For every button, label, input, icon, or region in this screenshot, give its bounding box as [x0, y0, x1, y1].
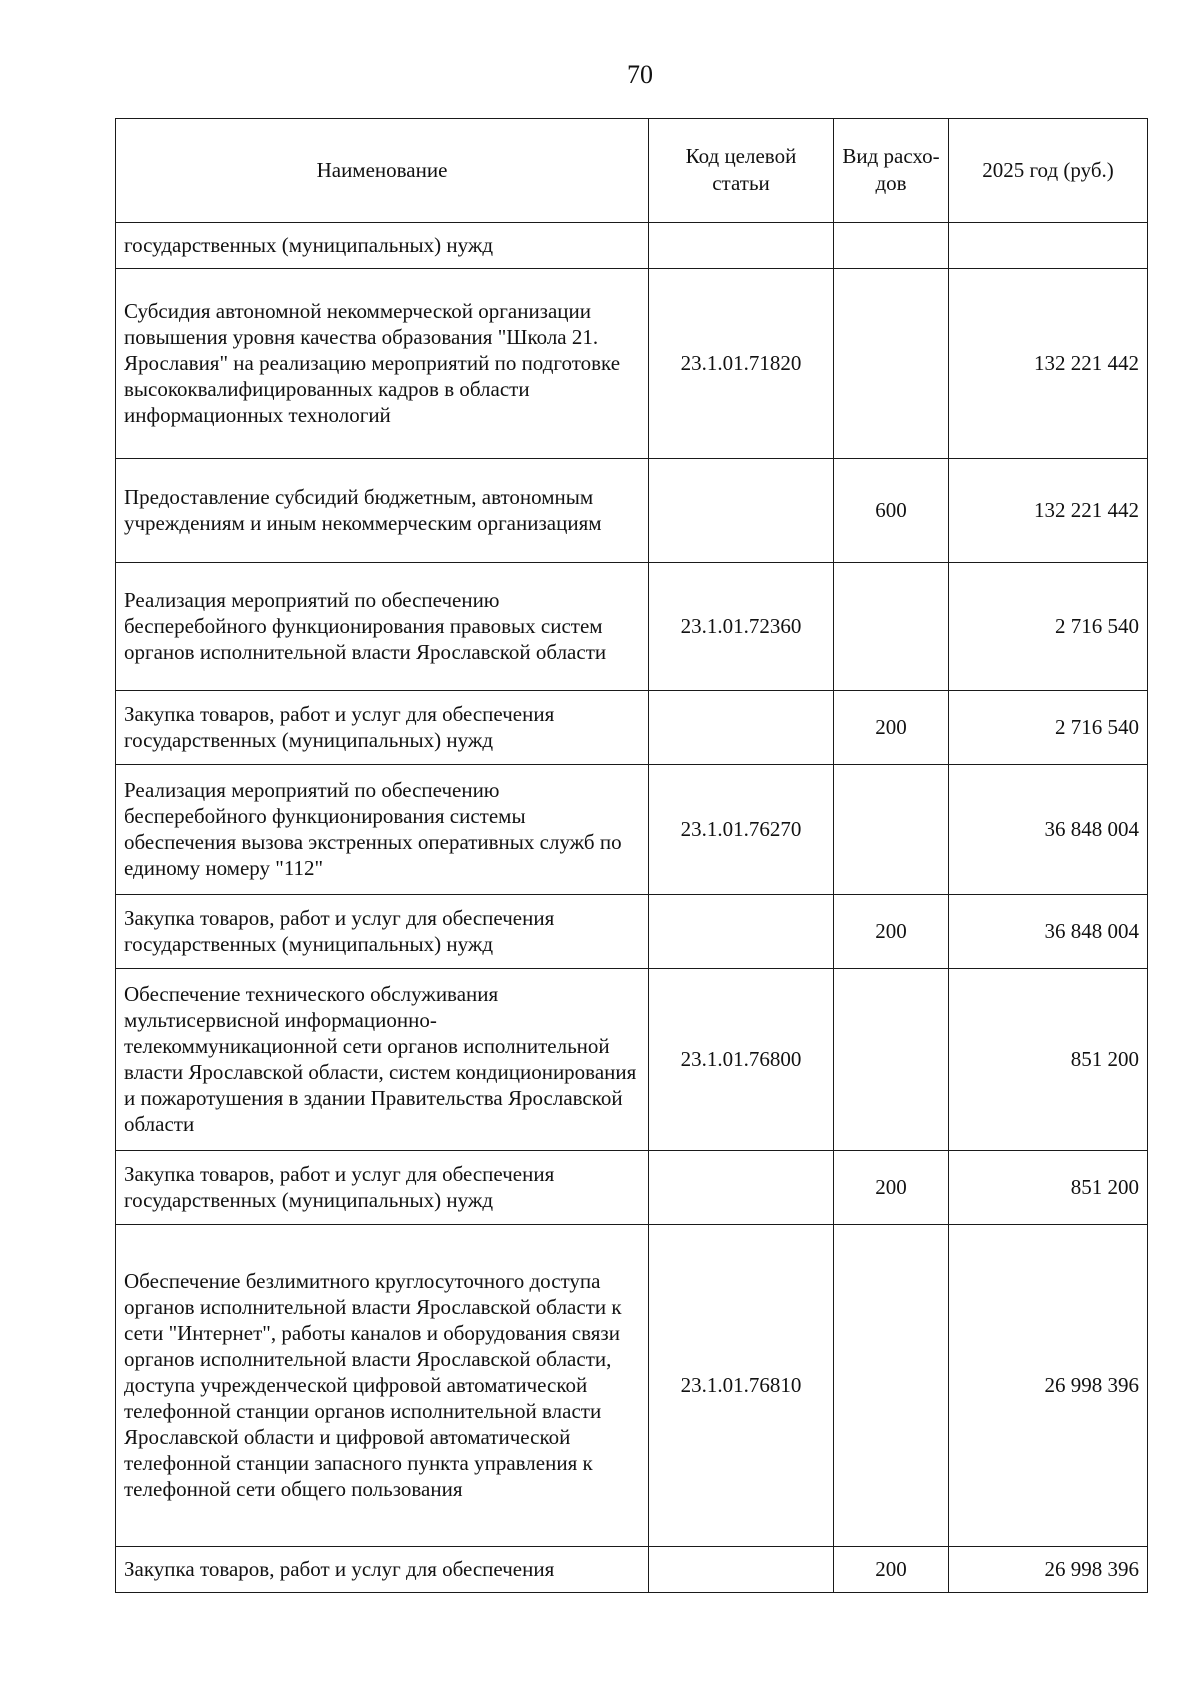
table-row	[116, 269, 1148, 459]
cell-amount: 2 716 540	[949, 691, 1148, 765]
cell-kind	[834, 969, 949, 1151]
cell-kind: 200	[834, 1151, 949, 1225]
header-amount: 2025 год (руб.)	[949, 119, 1148, 223]
budget-table	[115, 118, 1148, 1593]
cell-kind	[834, 1225, 949, 1547]
cell-amount: 36 848 004	[949, 895, 1148, 969]
table-row	[116, 895, 1148, 969]
table-row	[116, 691, 1148, 765]
table-row	[116, 1547, 1148, 1593]
cell-kind	[834, 269, 949, 459]
cell-kind: 200	[834, 1547, 949, 1593]
cell-name: Закупка товаров, работ и услуг для обеспечения	[116, 1547, 649, 1593]
cell-code: 23.1.01.71820	[649, 269, 834, 459]
table-header-row	[116, 119, 1148, 223]
cell-code	[649, 691, 834, 765]
table-row	[116, 765, 1148, 895]
header-name: Наименование	[116, 119, 649, 223]
header-code: Код целевой статьи	[649, 119, 834, 223]
cell-code: 23.1.01.76800	[649, 969, 834, 1151]
cell-code: 23.1.01.76270	[649, 765, 834, 895]
cell-name: Закупка товаров, работ и услуг для обеспечения государственных (муниципальных) нужд	[116, 895, 649, 969]
cell-name: Обеспечение безлимитного круглосуточного доступа органов исполнительной власти Ярославской области к сети "Интернет", работы каналов и оборудования связи органов исполнительной власти Ярославской области, доступа учрежденческой цифровой автоматической телефонной станции органов исполнительной власти Ярославской области и цифровой автоматической телефонной станции запасного пункта управления к телефонной сети общего пользования	[116, 1225, 649, 1547]
cell-kind	[834, 563, 949, 691]
cell-kind	[834, 223, 949, 269]
table-row	[116, 223, 1148, 269]
cell-code: 23.1.01.76810	[649, 1225, 834, 1547]
cell-amount: 2 716 540	[949, 563, 1148, 691]
cell-amount	[949, 223, 1148, 269]
cell-name: Предоставление субсидий бюджетным, автономным учреждениям и иным некоммерческим организациям	[116, 459, 649, 563]
cell-amount: 851 200	[949, 969, 1148, 1151]
table-row	[116, 563, 1148, 691]
cell-name: Закупка товаров, работ и услуг для обеспечения государственных (муниципальных) нужд	[116, 1151, 649, 1225]
cell-name: Реализация мероприятий по обеспечению бесперебойного функционирования системы обеспечения вызова экстренных оперативных служб по единому номеру "112"	[116, 765, 649, 895]
header-kind: Вид расхо-дов	[834, 119, 949, 223]
page-number: 70	[627, 60, 653, 89]
table-row	[116, 1225, 1148, 1547]
cell-code	[649, 223, 834, 269]
cell-code	[649, 895, 834, 969]
cell-name: Субсидия автономной некоммерческой организации повышения уровня качества образования "Школа 21. Ярославия" на реализацию мероприятий по подготовке высококвалифицированных кадров в области информационных технологий	[116, 269, 649, 459]
cell-amount: 26 998 396	[949, 1225, 1148, 1547]
cell-amount: 132 221 442	[949, 459, 1148, 563]
cell-amount: 36 848 004	[949, 765, 1148, 895]
cell-name: Реализация мероприятий по обеспечению бесперебойного функционирования правовых систем органов исполнительной власти Ярославской области	[116, 563, 649, 691]
cell-code: 23.1.01.72360	[649, 563, 834, 691]
cell-name: государственных (муниципальных) нужд	[116, 223, 649, 269]
cell-name: Закупка товаров, работ и услуг для обеспечения государственных (муниципальных) нужд	[116, 691, 649, 765]
cell-code	[649, 1151, 834, 1225]
cell-amount: 26 998 396	[949, 1547, 1148, 1593]
cell-amount: 851 200	[949, 1151, 1148, 1225]
cell-kind	[834, 765, 949, 895]
cell-amount: 132 221 442	[949, 269, 1148, 459]
cell-name: Обеспечение технического обслуживания мультисервисной информационно-телекоммуникационной сети органов исполнительной власти Ярославской области, систем кондиционирования и пожаротушения в здании Правительства Ярославской области	[116, 969, 649, 1151]
table-row	[116, 969, 1148, 1151]
cell-code	[649, 1547, 834, 1593]
cell-kind: 600	[834, 459, 949, 563]
table-row	[116, 459, 1148, 563]
cell-kind: 200	[834, 895, 949, 969]
table-row	[116, 1151, 1148, 1225]
cell-kind: 200	[834, 691, 949, 765]
cell-code	[649, 459, 834, 563]
